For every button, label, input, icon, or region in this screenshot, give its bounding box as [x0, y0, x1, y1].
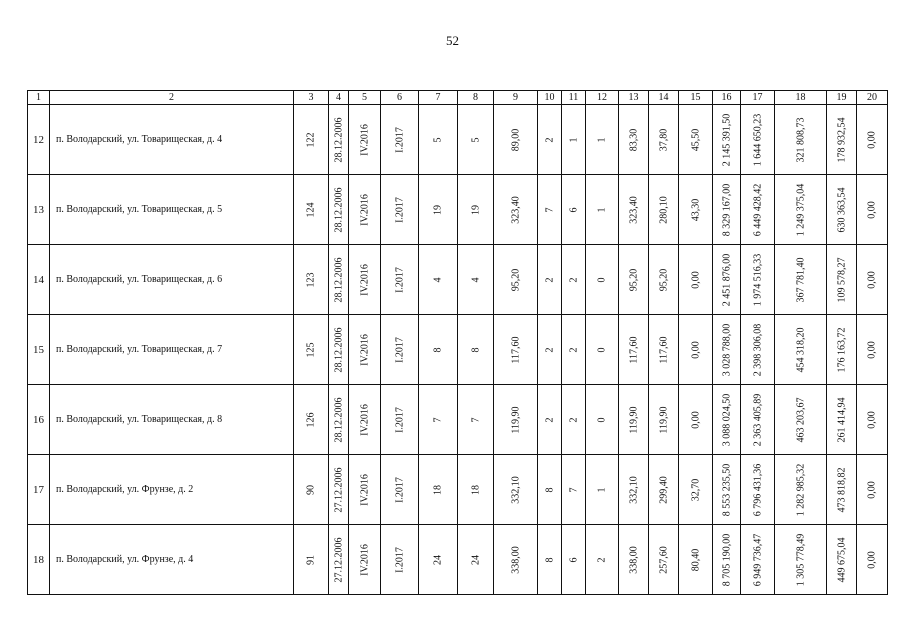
table-cell [679, 175, 713, 245]
cell-value: 0 [596, 277, 608, 282]
cell-value: 473 818,82 [836, 467, 847, 512]
table-cell [649, 245, 679, 315]
column-header: 5 [349, 91, 381, 105]
cell-value: 119,90 [628, 405, 639, 434]
cell-value: 0,00 [866, 340, 878, 359]
table-cell [562, 525, 586, 595]
cell-value: 323,40 [628, 195, 639, 224]
cell-value: 95,20 [510, 268, 521, 291]
cell-value: 6 [568, 207, 579, 212]
table-cell [679, 525, 713, 595]
table-cell [349, 315, 381, 385]
table-cell [857, 245, 888, 315]
address-cell: п. Володарский, ул. Товарищеская, д. 8 [50, 385, 294, 455]
cell-value: 323,40 [510, 195, 521, 224]
cell-value: 8 [432, 347, 444, 352]
cell-value: 28.12.2006 [333, 187, 344, 232]
cell-value: 280,10 [658, 195, 669, 224]
table-cell [586, 385, 619, 455]
cell-value: 37,80 [658, 128, 669, 151]
table-cell [538, 245, 562, 315]
cell-value: 109 578,27 [836, 257, 847, 302]
cell-value: 8 [544, 487, 555, 492]
table-cell [857, 105, 888, 175]
table-cell [562, 175, 586, 245]
table-cell [775, 105, 827, 175]
cell-value: 449 675,04 [836, 537, 847, 582]
table-row [28, 385, 888, 455]
table-cell [494, 245, 538, 315]
table-cell [538, 315, 562, 385]
table-cell [741, 455, 775, 525]
cell-value: I.2017 [394, 266, 405, 293]
table-cell [586, 245, 619, 315]
table-cell [857, 315, 888, 385]
table-cell [381, 175, 419, 245]
cell-value: 3 028 788,00 [721, 323, 732, 376]
cell-value: 18 [432, 484, 444, 495]
table-cell [775, 245, 827, 315]
cell-value: 8 [544, 557, 555, 562]
table-cell [741, 175, 775, 245]
cell-value: 28.12.2006 [333, 117, 344, 162]
table-cell [827, 385, 857, 455]
cell-value: 0 [596, 417, 608, 422]
table-cell [494, 175, 538, 245]
cell-value: 1 282 985,32 [795, 463, 806, 516]
table-cell [329, 525, 349, 595]
table-cell [562, 385, 586, 455]
column-header: 17 [741, 91, 775, 105]
table-cell [775, 175, 827, 245]
table-cell [329, 385, 349, 455]
table-cell [827, 105, 857, 175]
cell-value: 5 [470, 137, 481, 142]
table-cell [329, 455, 349, 525]
table-cell [713, 455, 741, 525]
table-cell [349, 175, 381, 245]
cell-value: 2 363 405,89 [752, 393, 763, 446]
table-cell [381, 315, 419, 385]
cell-value: 367 781,40 [795, 257, 806, 302]
table-cell [349, 525, 381, 595]
table-cell [775, 315, 827, 385]
table-cell [619, 245, 649, 315]
table-cell [857, 455, 888, 525]
table-cell [857, 175, 888, 245]
cell-value: 0,00 [866, 410, 878, 429]
cell-value: 7 [432, 417, 444, 422]
table-cell [679, 315, 713, 385]
table-cell [649, 385, 679, 455]
cell-value: 454 318,20 [795, 327, 806, 372]
table-cell [775, 385, 827, 455]
table-cell [827, 455, 857, 525]
table-cell [494, 455, 538, 525]
column-header: 12 [586, 91, 619, 105]
column-header: 4 [329, 91, 349, 105]
cell-value: 463 203,67 [795, 397, 806, 442]
cell-value: 4 [470, 277, 481, 282]
cell-value: 6 796 431,36 [752, 463, 763, 516]
table-cell [419, 385, 458, 455]
table-cell [741, 105, 775, 175]
table-cell [494, 525, 538, 595]
cell-value: 83,30 [628, 128, 639, 151]
row-number: 15 [28, 315, 50, 385]
column-header: 6 [381, 91, 419, 105]
table-cell [329, 175, 349, 245]
table-cell [562, 105, 586, 175]
table-body [28, 105, 888, 595]
table-cell [494, 315, 538, 385]
cell-value: 176 163,72 [836, 327, 847, 372]
cell-value: 0,00 [690, 410, 701, 429]
cell-value: I.2017 [394, 336, 405, 363]
data-table [27, 90, 888, 595]
cell-value: 95,20 [658, 268, 669, 291]
table-row [28, 315, 888, 385]
cell-value: 119,90 [658, 405, 669, 434]
table-cell [419, 455, 458, 525]
table-cell [349, 455, 381, 525]
row-number: 12 [28, 105, 50, 175]
cell-value: 6 449 428,42 [752, 183, 763, 236]
cell-value: 3 088 024,50 [721, 393, 732, 446]
table-cell [349, 245, 381, 315]
column-header: 8 [458, 91, 494, 105]
table-cell [381, 105, 419, 175]
table-cell [619, 455, 649, 525]
cell-value: 7 [470, 417, 481, 422]
table-cell [649, 455, 679, 525]
table-cell [649, 315, 679, 385]
table-row [28, 245, 888, 315]
table-cell [619, 385, 649, 455]
cell-value: 80,40 [690, 548, 701, 571]
table-cell [419, 175, 458, 245]
table-cell [713, 385, 741, 455]
cell-value: 2 [544, 137, 555, 142]
column-header: 15 [679, 91, 713, 105]
table-cell [538, 455, 562, 525]
column-header: 1 [28, 91, 50, 105]
row-number: 13 [28, 175, 50, 245]
table-cell [294, 245, 329, 315]
table-cell [679, 105, 713, 175]
cell-value: 126 [305, 412, 317, 427]
address-cell: п. Володарский, ул. Товарищеская, д. 7 [50, 315, 294, 385]
cell-value: 95,20 [628, 268, 639, 291]
cell-value: 8 329 167,00 [721, 183, 732, 236]
table-cell [586, 315, 619, 385]
table-cell [562, 245, 586, 315]
address-cell: п. Володарский, ул. Товарищеская, д. 4 [50, 105, 294, 175]
table-cell [827, 175, 857, 245]
cell-value: 45,50 [690, 128, 701, 151]
table-cell [494, 105, 538, 175]
cell-value: IV.2016 [359, 543, 370, 576]
table-cell [329, 245, 349, 315]
table-cell [827, 315, 857, 385]
table-cell [294, 525, 329, 595]
cell-value: 43,30 [690, 198, 701, 221]
table-row [28, 455, 888, 525]
cell-value: 299,40 [658, 475, 669, 504]
cell-value: 28.12.2006 [333, 257, 344, 302]
table-cell [741, 385, 775, 455]
table-cell [713, 245, 741, 315]
cell-value: I.2017 [394, 476, 405, 503]
cell-value: 122 [305, 132, 317, 147]
cell-value: 1 [596, 207, 608, 212]
cell-value: 8 705 190,00 [721, 533, 732, 586]
table-cell [857, 525, 888, 595]
table-cell [458, 245, 494, 315]
cell-value: 261 414,94 [836, 397, 847, 442]
table-cell [619, 175, 649, 245]
cell-value: 321 808,73 [795, 117, 806, 162]
table-cell [586, 105, 619, 175]
table-cell [538, 175, 562, 245]
cell-value: 1 974 516,33 [752, 253, 763, 306]
cell-value: I.2017 [394, 406, 405, 433]
cell-value: 19 [432, 204, 444, 215]
table-cell [458, 455, 494, 525]
cell-value: 27.12.2006 [333, 467, 344, 512]
column-header: 14 [649, 91, 679, 105]
table-cell [538, 105, 562, 175]
table-cell [562, 315, 586, 385]
table-cell [381, 245, 419, 315]
column-header: 2 [50, 91, 294, 105]
cell-value: 7 [568, 487, 579, 492]
cell-value: 0,00 [690, 270, 701, 289]
cell-value: 332,10 [628, 475, 639, 504]
table-cell [775, 525, 827, 595]
column-header: 19 [827, 91, 857, 105]
cell-value: 0,00 [866, 270, 878, 289]
table-cell [827, 525, 857, 595]
cell-value: 5 [432, 137, 444, 142]
address-cell: п. Володарский, ул. Товарищеская, д. 6 [50, 245, 294, 315]
cell-value: 0,00 [866, 130, 878, 149]
header-row [28, 91, 888, 105]
table-cell [562, 455, 586, 525]
table-cell [329, 315, 349, 385]
cell-value: 6 [568, 557, 579, 562]
table-cell [713, 315, 741, 385]
column-header: 16 [713, 91, 741, 105]
cell-value: 123 [305, 272, 317, 287]
table-cell [329, 105, 349, 175]
table-cell [458, 315, 494, 385]
cell-value: 1 644 650,23 [752, 113, 763, 166]
table-cell [538, 385, 562, 455]
cell-value: 2 [596, 557, 608, 562]
table-cell [619, 315, 649, 385]
cell-value: 0,00 [866, 480, 878, 499]
table-cell [419, 315, 458, 385]
cell-value: 338,00 [510, 545, 521, 574]
address-cell: п. Володарский, ул. Фрунзе, д. 4 [50, 525, 294, 595]
cell-value: I.2017 [394, 126, 405, 153]
cell-value: IV.2016 [359, 473, 370, 506]
table-cell [294, 175, 329, 245]
table-cell [294, 385, 329, 455]
cell-value: 19 [470, 204, 481, 215]
table-cell [741, 245, 775, 315]
cell-value: 0,00 [866, 200, 878, 219]
table-cell [649, 175, 679, 245]
table-cell [458, 385, 494, 455]
table-cell [419, 245, 458, 315]
row-number: 18 [28, 525, 50, 595]
column-header: 20 [857, 91, 888, 105]
table-cell [679, 245, 713, 315]
table-cell [649, 105, 679, 175]
cell-value: 90 [305, 484, 317, 495]
cell-value: 18 [470, 484, 481, 495]
table-cell [741, 315, 775, 385]
cell-value: 6 949 736,47 [752, 533, 763, 586]
cell-value: 1 249 375,04 [795, 183, 806, 236]
cell-value: 8 [470, 347, 481, 352]
table-cell [381, 455, 419, 525]
cell-value: 1 [596, 487, 608, 492]
row-number: 17 [28, 455, 50, 525]
cell-value: 2 [544, 277, 555, 282]
cell-value: IV.2016 [359, 123, 370, 156]
page-number: 52 [446, 33, 459, 48]
table-cell [619, 105, 649, 175]
cell-value: 0,00 [866, 550, 878, 569]
cell-value: 119,90 [510, 405, 521, 434]
cell-value: 2 398 306,08 [752, 323, 763, 376]
cell-value: 27.12.2006 [333, 537, 344, 582]
cell-value: 2 [568, 417, 579, 422]
cell-value: 117,60 [628, 335, 639, 364]
cell-value: 28.12.2006 [333, 327, 344, 372]
address-cell: п. Володарский, ул. Товарищеская, д. 5 [50, 175, 294, 245]
cell-value: 91 [305, 554, 317, 565]
column-header: 9 [494, 91, 538, 105]
cell-value: 24 [470, 554, 481, 565]
table-cell [679, 385, 713, 455]
table-row [28, 105, 888, 175]
column-header: 3 [294, 91, 329, 105]
cell-value: 178 932,54 [836, 117, 847, 162]
cell-value: 117,60 [658, 335, 669, 364]
table-cell [458, 175, 494, 245]
cell-value: 2 145 391,50 [721, 113, 732, 166]
table-cell [649, 525, 679, 595]
cell-value: 8 553 235,50 [721, 463, 732, 516]
column-header: 10 [538, 91, 562, 105]
table-row [28, 175, 888, 245]
table-cell [538, 525, 562, 595]
cell-value: 0 [596, 347, 608, 352]
table-cell [775, 455, 827, 525]
column-header: 13 [619, 91, 649, 105]
table-cell [586, 455, 619, 525]
column-header: 11 [562, 91, 586, 105]
table-cell [713, 175, 741, 245]
table-cell [679, 455, 713, 525]
table-cell [494, 385, 538, 455]
cell-value: 2 [568, 347, 579, 352]
cell-value: 124 [305, 202, 317, 217]
cell-value: 1 [596, 137, 608, 142]
table-cell [294, 315, 329, 385]
cell-value: 630 363,54 [836, 187, 847, 232]
table-cell [741, 525, 775, 595]
column-header: 7 [419, 91, 458, 105]
cell-value: 332,10 [510, 475, 521, 504]
cell-value: IV.2016 [359, 403, 370, 436]
table-cell [381, 385, 419, 455]
cell-value: 4 [432, 277, 444, 282]
table-cell [713, 525, 741, 595]
cell-value: 117,60 [510, 335, 521, 364]
table-cell [381, 525, 419, 595]
cell-value: 2 451 876,00 [721, 253, 732, 306]
table-cell [349, 105, 381, 175]
table-cell [419, 525, 458, 595]
table-cell [294, 455, 329, 525]
table-cell [713, 105, 741, 175]
cell-value: 1 [568, 137, 579, 142]
cell-value: IV.2016 [359, 333, 370, 366]
table-cell [827, 245, 857, 315]
row-number: 16 [28, 385, 50, 455]
cell-value: 2 [544, 347, 555, 352]
table-cell [294, 105, 329, 175]
cell-value: 24 [432, 554, 444, 565]
cell-value: 125 [305, 342, 317, 357]
cell-value: IV.2016 [359, 263, 370, 296]
cell-value: 338,00 [628, 545, 639, 574]
cell-value: 7 [544, 207, 555, 212]
cell-value: 2 [568, 277, 579, 282]
cell-value: I.2017 [394, 196, 405, 223]
cell-value: 89,00 [510, 128, 521, 151]
cell-value: 2 [544, 417, 555, 422]
table-cell [419, 105, 458, 175]
cell-value: 32,70 [690, 478, 701, 501]
table-cell [586, 525, 619, 595]
table-cell [458, 105, 494, 175]
table-cell [458, 525, 494, 595]
table-cell [857, 385, 888, 455]
table-cell [349, 385, 381, 455]
table-row [28, 525, 888, 595]
table-cell [586, 175, 619, 245]
cell-value: 28.12.2006 [333, 397, 344, 442]
cell-value: I.2017 [394, 546, 405, 573]
column-header: 18 [775, 91, 827, 105]
cell-value: 1 305 778,49 [795, 533, 806, 586]
table-cell [619, 525, 649, 595]
cell-value: IV.2016 [359, 193, 370, 226]
cell-value: 0,00 [690, 340, 701, 359]
address-cell: п. Володарский, ул. Фрунзе, д. 2 [50, 455, 294, 525]
row-number: 14 [28, 245, 50, 315]
cell-value: 257,60 [658, 545, 669, 574]
